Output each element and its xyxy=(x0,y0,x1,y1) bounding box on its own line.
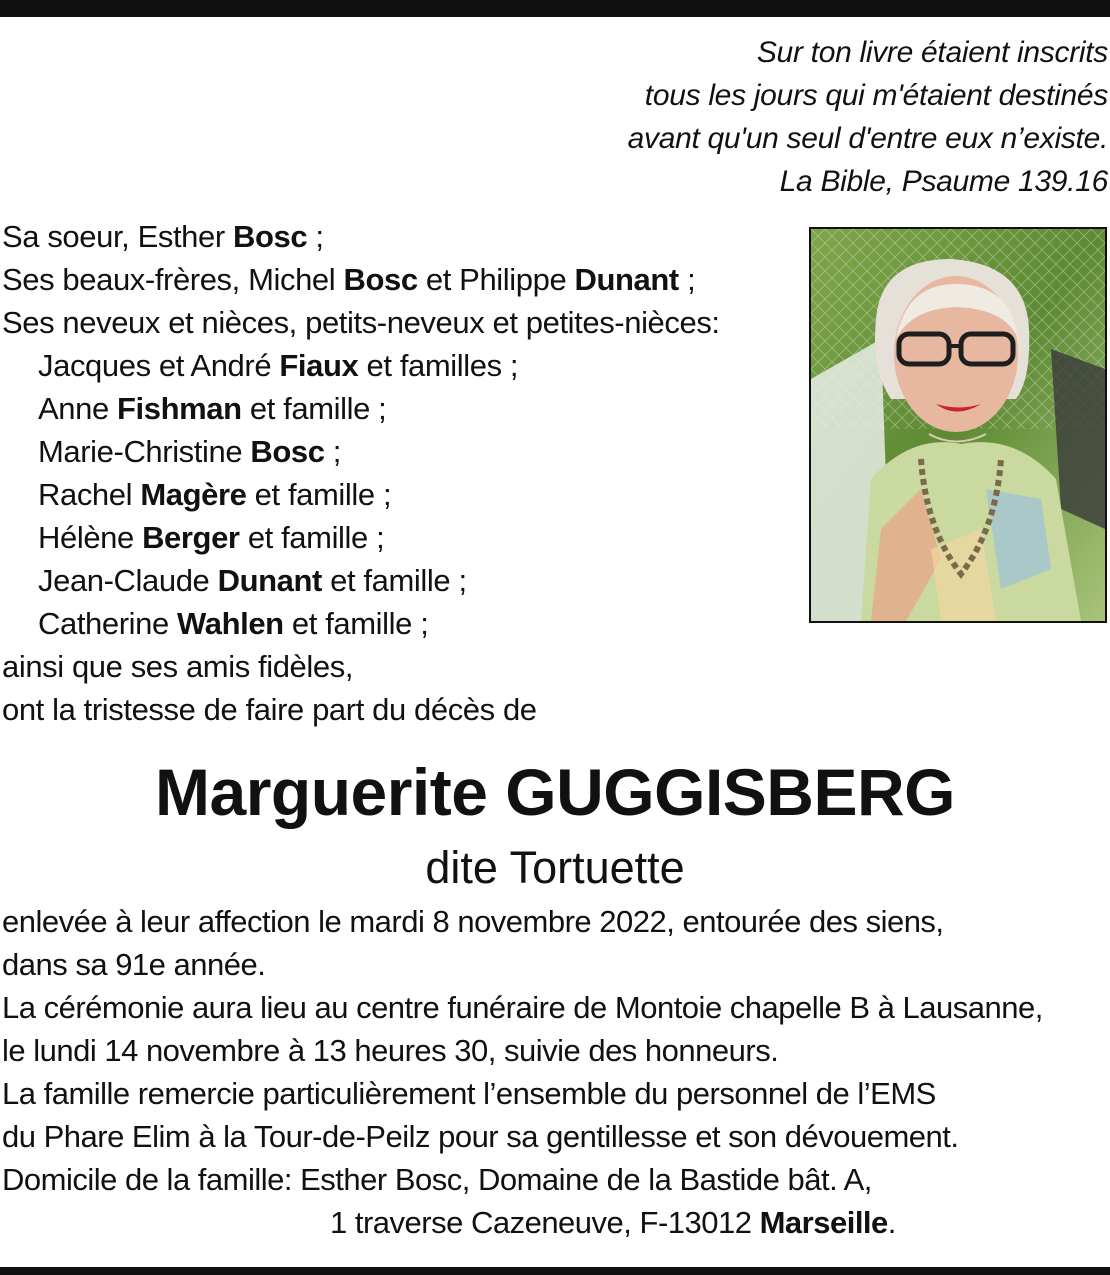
bottom-rule xyxy=(0,1267,1110,1275)
text-span: Marie-Christine xyxy=(38,434,251,469)
brothers-in-law-line xyxy=(2,258,802,301)
text-span: ; xyxy=(307,219,324,254)
portrait-photo xyxy=(809,227,1107,623)
relative-line xyxy=(2,430,802,473)
text-span: et famille ; xyxy=(241,391,387,426)
text-span: Rachel xyxy=(38,477,141,512)
epigraph-line: avant qu'un seul d'entre eux n’existe. xyxy=(627,122,1108,155)
text-span: ; xyxy=(324,434,342,469)
sister-line xyxy=(2,215,802,258)
detail-line: La cérémonie aura lieu au centre funéraire de Montoie chapelle B à Lausanne, xyxy=(2,990,1043,1025)
surname: Magère xyxy=(140,477,247,512)
surname: Dunant xyxy=(217,563,322,598)
text-span: et famille ; xyxy=(246,477,392,512)
text-span: ; xyxy=(678,262,696,297)
surname: Fiaux xyxy=(279,348,359,383)
detail-line: Domicile de la famille: Esther Bosc, Domaine de la Bastide bât. A, xyxy=(2,1162,872,1197)
epigraph-line: Sur ton livre étaient inscrits xyxy=(756,36,1108,69)
relative-line xyxy=(2,516,802,559)
detail-line: dans sa 91e année. xyxy=(2,947,266,982)
relative-line xyxy=(2,602,802,645)
nephews-intro: Ses neveux et nièces, petits-neveux et petites-nièces: xyxy=(2,305,720,340)
surname: Wahlen xyxy=(177,606,284,641)
text-span: Jacques et André xyxy=(38,348,280,383)
detail-line: du Phare Elim à la Tour-de-Peilz pour sa gentillesse et son dévouement. xyxy=(2,1119,959,1154)
text-span: 1 traverse Cazeneuve, F-13012 xyxy=(330,1205,760,1240)
top-rule xyxy=(0,0,1110,17)
text-span: Catherine xyxy=(38,606,178,641)
text-span: Anne xyxy=(38,391,118,426)
city: Marseille xyxy=(759,1205,888,1240)
epigraph-quote xyxy=(408,31,1108,203)
text-span: Ses beaux-frères, Michel xyxy=(2,262,344,297)
detail-line: La famille remercie particulièrement l’ensemble du personnel de l’EMS xyxy=(2,1076,936,1111)
deceased-nickname: dite Tortuette xyxy=(425,842,685,893)
surname: Fishman xyxy=(117,391,242,426)
relative-line xyxy=(2,559,802,602)
text-span: . xyxy=(887,1205,896,1240)
epigraph-line: tous les jours qui m'étaient destinés xyxy=(644,79,1108,112)
text-span: et famille ; xyxy=(283,606,429,641)
surname: Berger xyxy=(142,520,240,555)
surname: Bosc xyxy=(233,219,308,254)
text-span: Sa soeur, Esther xyxy=(2,219,233,254)
deceased-name: Marguerite GUGGISBERG xyxy=(155,755,955,829)
friends-line: ainsi que ses amis fidèles, xyxy=(2,649,354,684)
text-span: Jean-Claude xyxy=(38,563,218,598)
address-line xyxy=(2,1201,1108,1244)
surname: Bosc xyxy=(343,262,418,297)
text-span: et familles ; xyxy=(358,348,519,383)
detail-line: le lundi 14 novembre à 13 heures 30, suivie des honneurs. xyxy=(2,1033,779,1068)
text-span: et Philippe xyxy=(417,262,575,297)
announce-line: ont la tristesse de faire part du décès de xyxy=(2,692,537,727)
epigraph-source: La Bible, Psaume 139.16 xyxy=(779,165,1108,198)
text-span: et famille ; xyxy=(239,520,385,555)
family-list xyxy=(2,215,802,731)
surname: Dunant xyxy=(574,262,679,297)
text-span: et famille ; xyxy=(321,563,467,598)
portrait-illustration xyxy=(811,229,1105,621)
relative-line xyxy=(2,473,802,516)
surname: Bosc xyxy=(250,434,325,469)
relative-line xyxy=(2,387,802,430)
text-span: Hélène xyxy=(38,520,143,555)
detail-line: enlevée à leur affection le mardi 8 novembre 2022, entourée des siens, xyxy=(2,904,944,939)
relative-line xyxy=(2,344,802,387)
announcement-details xyxy=(2,900,1108,1244)
